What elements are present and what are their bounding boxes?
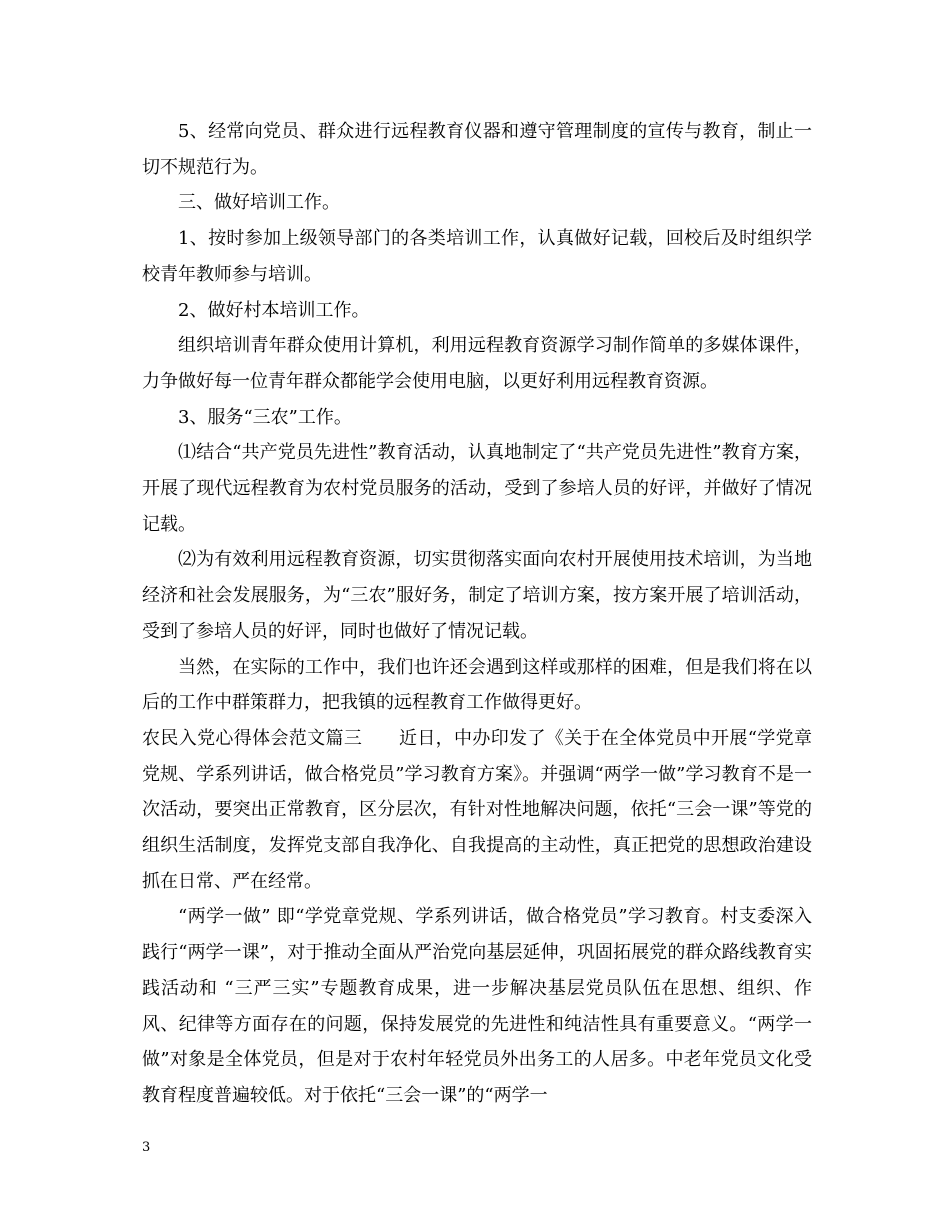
paragraph-conclusion: 当然，在实际的工作中，我们也许还会遇到这样或那样的困难，但是我们将在以后的工作中群策群力，把我镇的远程教育工作做得更好。 xyxy=(142,656,812,714)
paragraph-item-1: 1、按时参加上级领导部门的各类培训工作，认真做好记载，回校后及时组织学校青年教师参与培训。 xyxy=(142,228,812,285)
paragraph-essay-three-intro: 农民入党心得体会范文篇三 近日，中办印发了《关于在全体党员中开展“学党章党规、学系列讲话，做合格党员”学习教育方案》。并强调“两学一做”学习教育不是一次活动，要突出正常教育，区分层次，有针对性地解决问题，依托“三会一课”等党的组织生活制度，发挥党支部自我净化、自我提高的主动性，真正把党的思想政治建设抓在日常、严在经常。 xyxy=(142,727,812,892)
page-number: 3 xyxy=(142,1140,151,1155)
paragraph-item-2: 2、做好村本培训工作。 xyxy=(178,299,370,321)
paragraph-item-5: 5、经常向党员、群众进行远程教育仪器和遵守管理制度的宣传与教育，制止一切不规范行为。 xyxy=(142,121,812,178)
section-heading-training: 三、做好培训工作。 xyxy=(178,192,340,214)
paragraph-village-training: 组织培训青年群众使用计算机，利用远程教育资源学习制作简单的多媒体课件，力争做好每一位青年群众都能学会使用电脑，以更好利用远程教育资源。 xyxy=(142,335,812,392)
document-body xyxy=(142,114,812,1114)
paragraph-subitem-1: ⑴结合“共产党员先进性”教育活动，认真地制定了“共产党员先进性”教育方案，开展了现代远程教育为农村党员服务的活动，受到了参培人员的好评，并做好了情况记载。 xyxy=(142,442,812,535)
paragraph-item-3: 3、服务“三农”工作。 xyxy=(178,406,352,428)
paragraph-two-studies: “两学一做” 即“学党章党规、学系列讲话，做合格党员”学习教育。村支委深入践行“两学一课”，对于推动全面从严治党向基层延伸，巩固拓展党的群众路线教育实践活动和 “三严三实”专题教育成果，进一步解决基层党员队伍在思想、组织、作风、纪律等方面存在的问题，保持发展党的先进性和纯洁性具有重要意义。“两学一做”对象是全体党员，但是对于农村年轻党员外出务工的人居多。中老年党员文化受教育程度普遍较低。对于依托“三会一课”的“两学一 xyxy=(142,906,812,1106)
paragraph-subitem-2: ⑵为有效利用远程教育资源，切实贯彻落实面向农村开展使用技术培训，为当地经济和社会发展服务，为“三农”服好务，制定了培训方案，按方案开展了培训活动，受到了参培人员的好评，同时也做好了情况记载。 xyxy=(142,549,812,642)
